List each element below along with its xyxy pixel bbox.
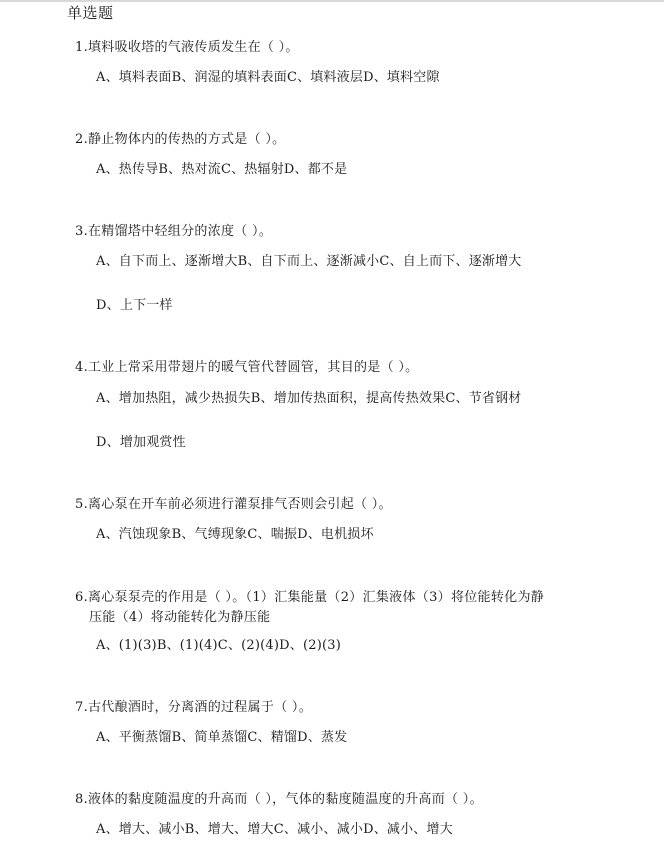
- question-5: [75, 495, 595, 515]
- question-2: [75, 130, 595, 150]
- question-7: [75, 698, 595, 718]
- question-stem: 6.离心泵泵壳的作用是（ ）。（1）汇集能量（2）汇集液体（3）将位能转化为静: [75, 590, 545, 605]
- question-8-options: A、增大、减小B、增大、增大C、减小、减小D、减小、增大: [96, 822, 453, 837]
- question-3-options-line-2: D、上下一样: [96, 298, 173, 313]
- question-stem: 8.液体的黏度随温度的升高而（ ），气体的黏度随温度的升高而（ ）。: [75, 792, 483, 807]
- question-4: [75, 358, 595, 378]
- question-1: [75, 38, 595, 58]
- question-4-options-line-1: A、增加热阻，减少热损失B、增加传热面积，提高传热效果C、节省钢材: [96, 391, 522, 406]
- question-8: [75, 790, 635, 810]
- question-stem: 1.填料吸收塔的气液传质发生在（ ）。: [75, 40, 299, 55]
- question-6: [75, 588, 595, 628]
- question-3-options-line-1: A、自下而上、逐渐增大B、自下而上、逐渐减小C、自上而下、逐渐增大: [96, 254, 522, 269]
- question-stem: 2.静止物体内的传热的方式是（ ）。: [75, 132, 286, 147]
- section-title: 单选题: [67, 4, 114, 22]
- question-2-options: A、热传导B、热对流C、热辐射D、都不是: [96, 162, 348, 177]
- question-stem: 7.古代酿酒时，分离酒的过程属于（ ）。: [75, 700, 313, 715]
- question-stem: 3.在精馏塔中轻组分的浓度（ ）。: [75, 224, 273, 239]
- question-3: [75, 222, 595, 242]
- question-7-options: A、平衡蒸馏B、简单蒸馏C、精馏D、蒸发: [96, 730, 348, 745]
- question-5-options: A、汽蚀现象B、气缚现象C、喘振D、电机损坏: [96, 527, 374, 542]
- top-divider: [0, 0, 664, 2]
- question-stem-continued: 压能（4）将动能转化为静压能: [89, 610, 271, 625]
- question-stem: 5.离心泵在开车前必须进行灌泵排气否则会引起（ ）。: [75, 497, 392, 512]
- question-1-options: A、填料表面B、润湿的填料表面C、填料液层D、填料空隙: [96, 70, 440, 85]
- question-4-options-line-2: D、增加观赏性: [96, 435, 186, 450]
- question-stem: 4.工业上常采用带翅片的暖气管代替圆管，其目的是（ ）。: [75, 360, 419, 375]
- question-6-options: A、(1)(3)B、(1)(4)C、(2)(4)D、(2)(3): [96, 638, 342, 653]
